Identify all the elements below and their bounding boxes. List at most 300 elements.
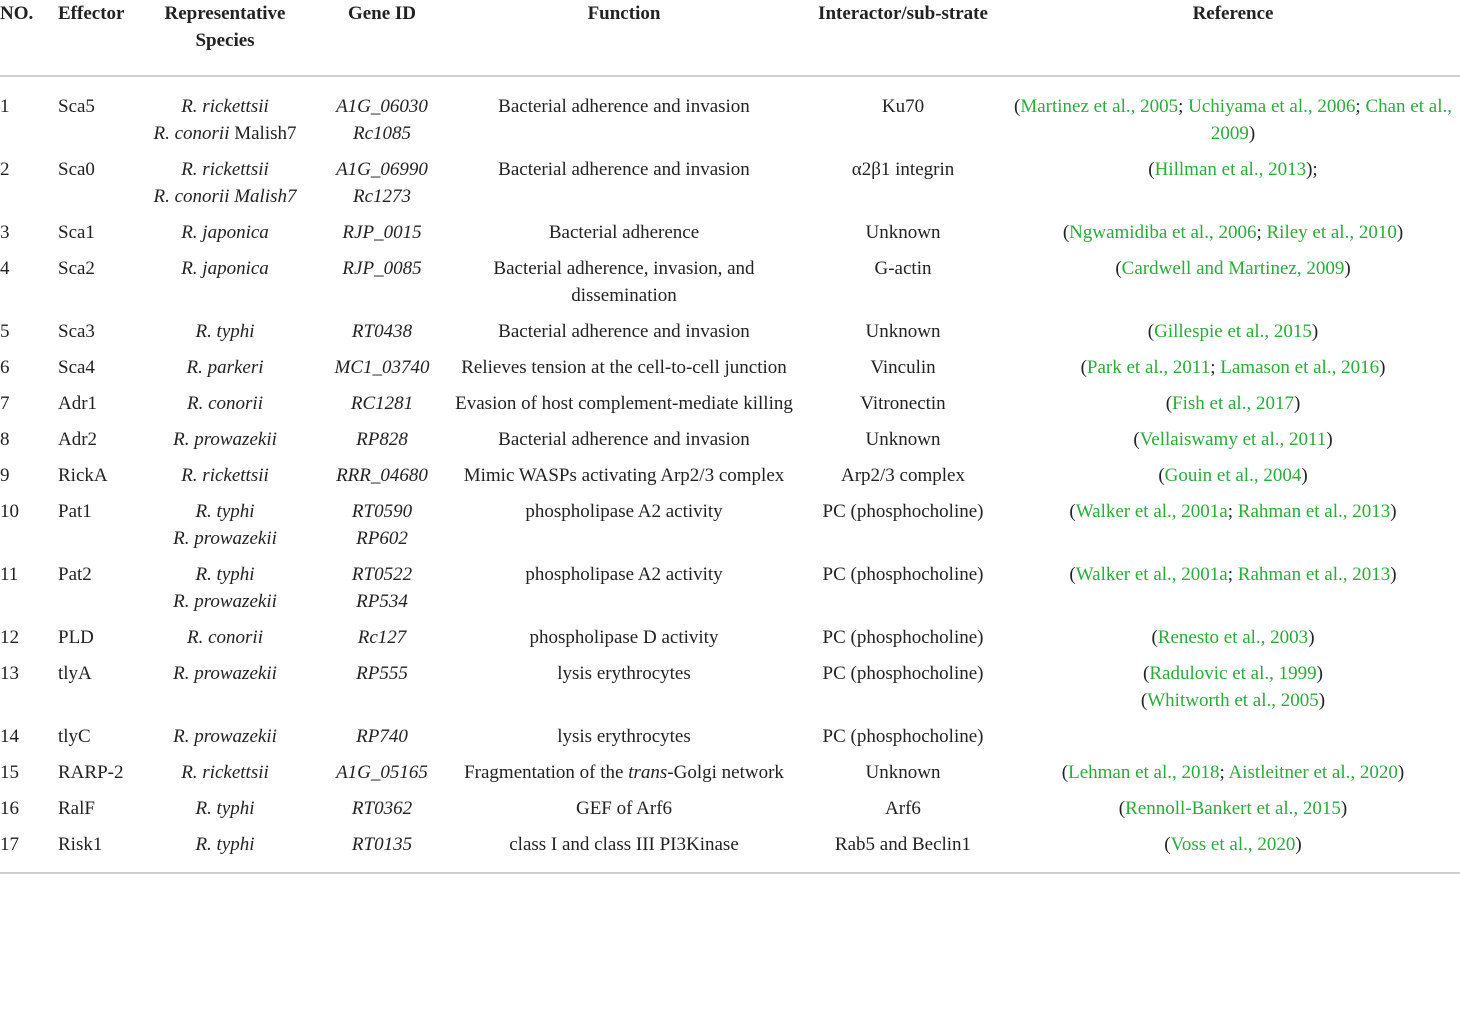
effector-name: Sca1 bbox=[58, 222, 95, 243]
text-segment: R. prowazekii bbox=[173, 591, 277, 612]
reference-link[interactable]: Gouin et al., 2004 bbox=[1164, 465, 1302, 486]
table-row bbox=[0, 624, 1460, 660]
effector-name: RalF bbox=[58, 798, 95, 819]
paren: ( bbox=[1118, 798, 1126, 819]
paren: ) bbox=[1316, 663, 1323, 684]
reference-cell bbox=[1006, 255, 1460, 318]
text-segment: R. rickettsii bbox=[181, 762, 269, 783]
effector-name: Adr2 bbox=[58, 429, 98, 450]
paren: ) bbox=[1295, 834, 1302, 855]
paren: ( bbox=[1133, 429, 1140, 450]
gene-id: Rc1085 bbox=[352, 123, 412, 144]
species-line bbox=[138, 561, 312, 588]
reference-cell bbox=[1006, 426, 1460, 462]
reference-link[interactable]: Uchiyama et al., 2006 bbox=[1188, 96, 1356, 117]
text-segment: Bacterial adherence bbox=[548, 222, 700, 243]
row-number: 12 bbox=[0, 627, 19, 648]
table-row bbox=[0, 498, 1460, 561]
text-segment: R. rickettsii bbox=[181, 96, 269, 117]
header-gene-id: Gene ID bbox=[316, 0, 448, 76]
reference-link[interactable]: Chan et al., 2009 bbox=[1210, 96, 1452, 144]
reference-group bbox=[1010, 498, 1456, 525]
interactor-cell: Vitronectin bbox=[860, 393, 946, 414]
header-reference: Reference bbox=[1006, 0, 1460, 76]
paren: ( bbox=[1062, 222, 1070, 243]
text-segment: R. parkeri bbox=[186, 357, 264, 378]
gene-id-cell bbox=[316, 624, 448, 660]
text-segment: R. typhi bbox=[195, 834, 255, 855]
text-segment: trans bbox=[628, 762, 668, 783]
reference-cell bbox=[1006, 156, 1460, 219]
species-line bbox=[138, 831, 312, 858]
interactor-cell: Rab5 and Beclin1 bbox=[800, 831, 1006, 873]
paren: ) bbox=[1390, 501, 1397, 522]
text-segment: Bacterial adherence and invasion bbox=[498, 96, 750, 117]
reference-group bbox=[1010, 318, 1456, 345]
reference-link[interactable]: Walker et al., 2001a bbox=[1075, 501, 1228, 522]
reference-cell bbox=[1006, 462, 1460, 498]
reference-cell bbox=[1006, 498, 1460, 561]
species-cell bbox=[134, 354, 316, 390]
function-cell bbox=[448, 156, 800, 219]
function-cell bbox=[448, 498, 800, 561]
gene-id: RP828 bbox=[356, 429, 408, 450]
reference-link[interactable]: Park et al., 2011 bbox=[1086, 357, 1211, 378]
header-no: NO. bbox=[0, 0, 54, 76]
table-row bbox=[0, 219, 1460, 255]
separator: ; bbox=[1227, 501, 1238, 522]
table-row bbox=[0, 660, 1460, 723]
reference-link[interactable]: Hillman et al., 2013 bbox=[1154, 159, 1307, 180]
separator: ; bbox=[1355, 96, 1366, 117]
interactor-cell: G-actin bbox=[874, 258, 932, 279]
text-segment: R. rickettsii bbox=[181, 465, 269, 486]
reference-group bbox=[1010, 660, 1456, 687]
function-cell bbox=[448, 561, 800, 624]
table-row bbox=[0, 318, 1460, 354]
species-cell bbox=[134, 624, 316, 660]
species-line bbox=[138, 759, 312, 786]
paren: ( bbox=[1147, 321, 1155, 342]
row-number: 13 bbox=[0, 663, 19, 684]
paren: ) bbox=[1390, 564, 1397, 585]
text-segment: R. japonica bbox=[181, 258, 269, 279]
gene-id: Rc1273 bbox=[352, 186, 412, 207]
species-line bbox=[138, 723, 312, 750]
paren: ( bbox=[1158, 465, 1165, 486]
paren: ( bbox=[1069, 501, 1076, 522]
species-cell bbox=[134, 76, 316, 156]
effector-name: Risk1 bbox=[54, 831, 134, 873]
reference-cell bbox=[1006, 354, 1460, 390]
reference-group bbox=[1010, 390, 1456, 417]
reference-group bbox=[1010, 624, 1456, 651]
interactor-cell: PC (phosphocholine) bbox=[822, 663, 984, 684]
function-cell bbox=[448, 759, 800, 795]
paren: ) bbox=[1326, 429, 1333, 450]
gene-id: A1G_06030 bbox=[336, 96, 428, 117]
text-segment: R. rickettsii bbox=[181, 159, 269, 180]
text-segment: R. prowazekii bbox=[173, 429, 277, 450]
gene-id-cell bbox=[316, 759, 448, 795]
paren: ( bbox=[1148, 159, 1155, 180]
effector-name: Pat2 bbox=[58, 564, 92, 585]
interactor-cell: PC (phosphocholine) bbox=[822, 564, 984, 585]
separator: ; bbox=[1210, 357, 1221, 378]
reference-cell bbox=[1006, 831, 1460, 873]
paren: ) bbox=[1248, 123, 1256, 144]
gene-id-cell bbox=[316, 660, 448, 723]
reference-cell bbox=[1006, 76, 1460, 156]
species-line bbox=[138, 390, 312, 417]
reference-link[interactable]: Lehman et al., 2018 bbox=[1068, 762, 1220, 783]
species-line bbox=[138, 525, 312, 552]
reference-link[interactable]: Renesto et al., 2003 bbox=[1157, 627, 1309, 648]
reference-link[interactable]: Rahman et al., 2013 bbox=[1237, 501, 1391, 522]
row-number: 14 bbox=[0, 726, 19, 747]
species-cell bbox=[134, 219, 316, 255]
gene-id: MC1_03740 bbox=[334, 357, 430, 378]
gene-id-cell bbox=[316, 831, 448, 873]
gene-id: RC1281 bbox=[350, 393, 414, 414]
species-cell bbox=[134, 831, 316, 873]
reference-link[interactable]: Cardwell and Martinez, 2009 bbox=[1121, 258, 1345, 279]
reference-cell bbox=[1006, 318, 1460, 354]
reference-link[interactable]: Whitworth et al., 2005 bbox=[1147, 690, 1319, 711]
reference-link[interactable]: Rahman et al., 2013 bbox=[1237, 564, 1391, 585]
species-cell bbox=[134, 498, 316, 561]
gene-id: A1G_06990 bbox=[336, 159, 428, 180]
reference-cell bbox=[1006, 219, 1460, 255]
species-line bbox=[138, 156, 312, 183]
gene-id-cell bbox=[316, 318, 448, 354]
text-segment: Fragmentation of the bbox=[464, 762, 629, 783]
row-number: 11 bbox=[0, 564, 19, 585]
text-segment: class I and class III PI3Kinase bbox=[509, 834, 739, 855]
row-number: 16 bbox=[0, 798, 19, 819]
species-line bbox=[138, 462, 312, 489]
effector-name: Adr1 bbox=[58, 393, 98, 414]
gene-id: RT0522 bbox=[351, 564, 413, 585]
row-number: 7 bbox=[0, 393, 10, 414]
paren: ( bbox=[1151, 627, 1158, 648]
reference-link[interactable]: Vellaiswamy et al., 2011 bbox=[1139, 429, 1327, 450]
reference-link[interactable]: Fish et al., 2017 bbox=[1172, 393, 1294, 414]
table-row bbox=[0, 255, 1460, 318]
gene-id-cell bbox=[316, 156, 448, 219]
reference-group bbox=[1010, 156, 1456, 183]
paren: ( bbox=[1164, 834, 1171, 855]
interactor-cell: Unknown bbox=[865, 762, 941, 783]
separator: ; bbox=[1178, 96, 1189, 117]
paren: ) bbox=[1379, 357, 1386, 378]
table-row bbox=[0, 759, 1460, 795]
species-line bbox=[138, 498, 312, 525]
text-segment: R. japonica bbox=[181, 222, 269, 243]
gene-id: Rc127 bbox=[357, 627, 407, 648]
paren: ) bbox=[1311, 321, 1319, 342]
function-cell bbox=[448, 462, 800, 498]
reference-group bbox=[1010, 255, 1456, 282]
table-row bbox=[0, 156, 1460, 219]
interactor-cell: Ku70 bbox=[881, 96, 925, 117]
text-segment: Bacterial adherence, invasion, and dissemination bbox=[493, 258, 755, 306]
row-number: 17 bbox=[0, 831, 54, 873]
species-cell bbox=[134, 759, 316, 795]
gene-id-cell bbox=[316, 426, 448, 462]
effector-name: Sca4 bbox=[58, 357, 95, 378]
reference-cell bbox=[1006, 723, 1460, 759]
reference-link[interactable]: Rennoll-Bankert et al., 2015 bbox=[1125, 798, 1341, 819]
reference-group bbox=[1010, 687, 1456, 714]
paren: ) bbox=[1301, 465, 1308, 486]
function-cell bbox=[448, 219, 800, 255]
reference-group bbox=[1010, 795, 1456, 822]
text-segment: R. typhi bbox=[195, 564, 255, 585]
reference-link[interactable]: Voss et al., 2020 bbox=[1170, 834, 1296, 855]
function-cell bbox=[448, 660, 800, 723]
paren: ( bbox=[1069, 564, 1076, 585]
function-cell bbox=[448, 76, 800, 156]
interactor-cell: Unknown bbox=[865, 429, 941, 450]
table-row bbox=[0, 390, 1460, 426]
text-segment: lysis erythrocytes bbox=[557, 726, 691, 747]
text-segment: Relieves tension at the cell-to-cell junction bbox=[461, 357, 787, 378]
gene-id: RP555 bbox=[356, 663, 408, 684]
text-segment: Bacterial adherence and invasion bbox=[498, 429, 750, 450]
species-cell bbox=[134, 390, 316, 426]
text-segment: phospholipase A2 activity bbox=[525, 564, 723, 585]
interactor-cell: Arf6 bbox=[885, 798, 921, 819]
function-cell bbox=[448, 426, 800, 462]
effector-name: Pat1 bbox=[58, 501, 92, 522]
row-number: 1 bbox=[0, 96, 10, 117]
paren: ); bbox=[1306, 159, 1318, 180]
text-segment: R. typhi bbox=[195, 501, 255, 522]
paren: ( bbox=[1165, 393, 1173, 414]
row-number: 3 bbox=[0, 222, 10, 243]
effector-name: Sca5 bbox=[58, 96, 95, 117]
gene-id: RP534 bbox=[356, 591, 408, 612]
paren: ( bbox=[1014, 96, 1021, 117]
effector-name: Sca2 bbox=[58, 258, 95, 279]
header-interactor: Interactor/sub-strate bbox=[800, 0, 1006, 76]
gene-id-cell bbox=[316, 354, 448, 390]
paren: ( bbox=[1143, 663, 1150, 684]
separator: ; bbox=[1219, 762, 1229, 783]
row-number: 4 bbox=[0, 258, 10, 279]
reference-cell bbox=[1006, 390, 1460, 426]
gene-id-cell bbox=[316, 255, 448, 318]
interactor-cell: PC (phosphocholine) bbox=[822, 501, 984, 522]
text-segment: R. typhi bbox=[195, 321, 255, 342]
table-row bbox=[0, 831, 1460, 873]
table-row bbox=[0, 76, 1460, 156]
interactor-cell: Arp2/3 complex bbox=[840, 465, 965, 486]
interactor-cell: PC (phosphocholine) bbox=[822, 627, 984, 648]
row-number: 15 bbox=[0, 762, 19, 783]
text-segment: Bacterial adherence and invasion bbox=[498, 321, 750, 342]
paren: ) bbox=[1396, 222, 1404, 243]
text-segment: R. conorii bbox=[187, 393, 263, 414]
interactor-cell: Vinculin bbox=[870, 357, 936, 378]
reference-link[interactable]: Martinez et al., 2005 bbox=[1020, 96, 1179, 117]
function-cell bbox=[448, 795, 800, 831]
function-cell bbox=[448, 255, 800, 318]
effector-name: tlyA bbox=[58, 663, 92, 684]
species-cell bbox=[134, 318, 316, 354]
reference-group bbox=[1010, 561, 1456, 588]
table-row bbox=[0, 723, 1460, 759]
paren: ( bbox=[1115, 258, 1122, 279]
paren: ( bbox=[1061, 762, 1069, 783]
gene-id-cell bbox=[316, 498, 448, 561]
row-number: 6 bbox=[0, 357, 10, 378]
text-segment: phospholipase D activity bbox=[529, 627, 719, 648]
species-cell bbox=[134, 795, 316, 831]
paren: ( bbox=[1140, 690, 1148, 711]
reference-link[interactable]: Gillespie et al., 2015 bbox=[1154, 321, 1312, 342]
paren: ( bbox=[1080, 357, 1087, 378]
gene-id-cell bbox=[316, 76, 448, 156]
interactor-cell: Unknown bbox=[865, 222, 941, 243]
reference-cell bbox=[1006, 624, 1460, 660]
effector-name: RARP-2 bbox=[58, 762, 124, 783]
reference-group bbox=[1010, 759, 1456, 786]
species-cell bbox=[134, 156, 316, 219]
reference-cell bbox=[1006, 561, 1460, 624]
header-function: Function bbox=[448, 0, 800, 76]
species-line bbox=[138, 795, 312, 822]
reference-group bbox=[1010, 93, 1456, 147]
text-segment: R. typhi bbox=[195, 798, 255, 819]
paren: ) bbox=[1308, 627, 1315, 648]
reference-group bbox=[1010, 831, 1456, 858]
species-cell bbox=[134, 462, 316, 498]
function-cell bbox=[448, 723, 800, 759]
text-segment: GEF of Arf6 bbox=[575, 798, 673, 819]
paren: ) bbox=[1344, 258, 1351, 279]
gene-id-cell bbox=[316, 219, 448, 255]
species-line bbox=[138, 354, 312, 381]
reference-cell bbox=[1006, 660, 1460, 723]
gene-id-cell bbox=[316, 723, 448, 759]
text-segment: -Golgi network bbox=[667, 762, 784, 783]
text-segment: Bacterial adherence and invasion bbox=[498, 159, 750, 180]
gene-id: RRR_04680 bbox=[336, 465, 428, 486]
separator: ; bbox=[1256, 222, 1267, 243]
text-segment: Evasion of host complement-mediate killing bbox=[455, 393, 793, 414]
text-segment: Mimic WASPs activating Arp2/3 complex bbox=[463, 465, 785, 486]
effector-name: tlyC bbox=[58, 726, 91, 747]
table-row bbox=[0, 354, 1460, 390]
header-row bbox=[0, 0, 1460, 76]
reference-group bbox=[1010, 426, 1456, 453]
reference-link[interactable]: Ngwamidiba et al., 2006 bbox=[1069, 222, 1257, 243]
gene-id: RJP_0085 bbox=[342, 258, 422, 279]
reference-group bbox=[1010, 462, 1456, 489]
text-segment: phospholipase A2 activity bbox=[525, 501, 723, 522]
effector-name: RickA bbox=[58, 465, 108, 486]
row-number: 10 bbox=[0, 501, 19, 522]
reference-group bbox=[1010, 219, 1456, 246]
interactor-cell: Unknown bbox=[865, 321, 941, 342]
reference-cell bbox=[1006, 759, 1460, 795]
species-line bbox=[138, 120, 312, 147]
gene-id: RP602 bbox=[356, 528, 408, 549]
gene-id: RJP_0015 bbox=[342, 222, 422, 243]
reference-cell bbox=[1006, 795, 1460, 831]
gene-id-cell bbox=[316, 462, 448, 498]
gene-id: A1G_05165 bbox=[336, 762, 428, 783]
interactor-cell: α2β1 integrin bbox=[851, 159, 955, 180]
species-cell bbox=[134, 723, 316, 759]
row-number: 8 bbox=[0, 429, 10, 450]
header-effector: Effector bbox=[54, 0, 134, 76]
gene-id-cell bbox=[316, 390, 448, 426]
gene-id: RT0362 bbox=[351, 798, 413, 819]
gene-id-cell bbox=[316, 795, 448, 831]
species-cell bbox=[134, 660, 316, 723]
species-line bbox=[138, 255, 312, 282]
paren: ) bbox=[1397, 762, 1405, 783]
reference-link[interactable]: Walker et al., 2001a bbox=[1075, 564, 1228, 585]
species-cell bbox=[134, 561, 316, 624]
text-segment: R. prowazekii bbox=[173, 726, 277, 747]
species-line bbox=[138, 426, 312, 453]
table-row bbox=[0, 561, 1460, 624]
gene-id: RT0590 bbox=[351, 501, 413, 522]
function-cell bbox=[448, 831, 800, 873]
reference-link[interactable]: Riley et al., 2010 bbox=[1266, 222, 1397, 243]
table-row bbox=[0, 795, 1460, 831]
separator: ; bbox=[1227, 564, 1238, 585]
header-species: Representative Species bbox=[134, 0, 316, 76]
paren: ) bbox=[1318, 690, 1326, 711]
row-number: 5 bbox=[0, 321, 10, 342]
gene-id: RT0135 bbox=[351, 834, 413, 855]
effector-name: Sca0 bbox=[58, 159, 95, 180]
effector-name: Sca3 bbox=[58, 321, 95, 342]
text-segment: R. conorii bbox=[187, 627, 263, 648]
text-segment: lysis erythrocytes bbox=[557, 663, 691, 684]
species-cell bbox=[134, 426, 316, 462]
function-cell bbox=[448, 318, 800, 354]
text-segment: R. prowazekii bbox=[173, 528, 277, 549]
function-cell bbox=[448, 390, 800, 426]
effector-name: PLD bbox=[58, 627, 94, 648]
gene-id-cell bbox=[316, 561, 448, 624]
species-line bbox=[138, 588, 312, 615]
row-number: 2 bbox=[0, 159, 10, 180]
text-segment: Malish7 bbox=[229, 123, 297, 144]
reference-link[interactable]: Aistleitner et al., 2020 bbox=[1228, 762, 1398, 783]
row-number: 9 bbox=[0, 465, 10, 486]
species-cell bbox=[134, 255, 316, 318]
species-line bbox=[138, 93, 312, 120]
reference-link[interactable]: Radulovic et al., 1999 bbox=[1149, 663, 1317, 684]
table-row bbox=[0, 426, 1460, 462]
paren: ) bbox=[1340, 798, 1348, 819]
gene-id: RT0438 bbox=[351, 321, 413, 342]
text-segment: R. prowazekii bbox=[173, 663, 277, 684]
species-line bbox=[138, 219, 312, 246]
interactor-cell: PC (phosphocholine) bbox=[822, 726, 984, 747]
species-line bbox=[138, 183, 312, 210]
gene-id: RP740 bbox=[356, 726, 408, 747]
function-cell bbox=[448, 624, 800, 660]
reference-link[interactable]: Lamason et al., 2016 bbox=[1220, 357, 1380, 378]
